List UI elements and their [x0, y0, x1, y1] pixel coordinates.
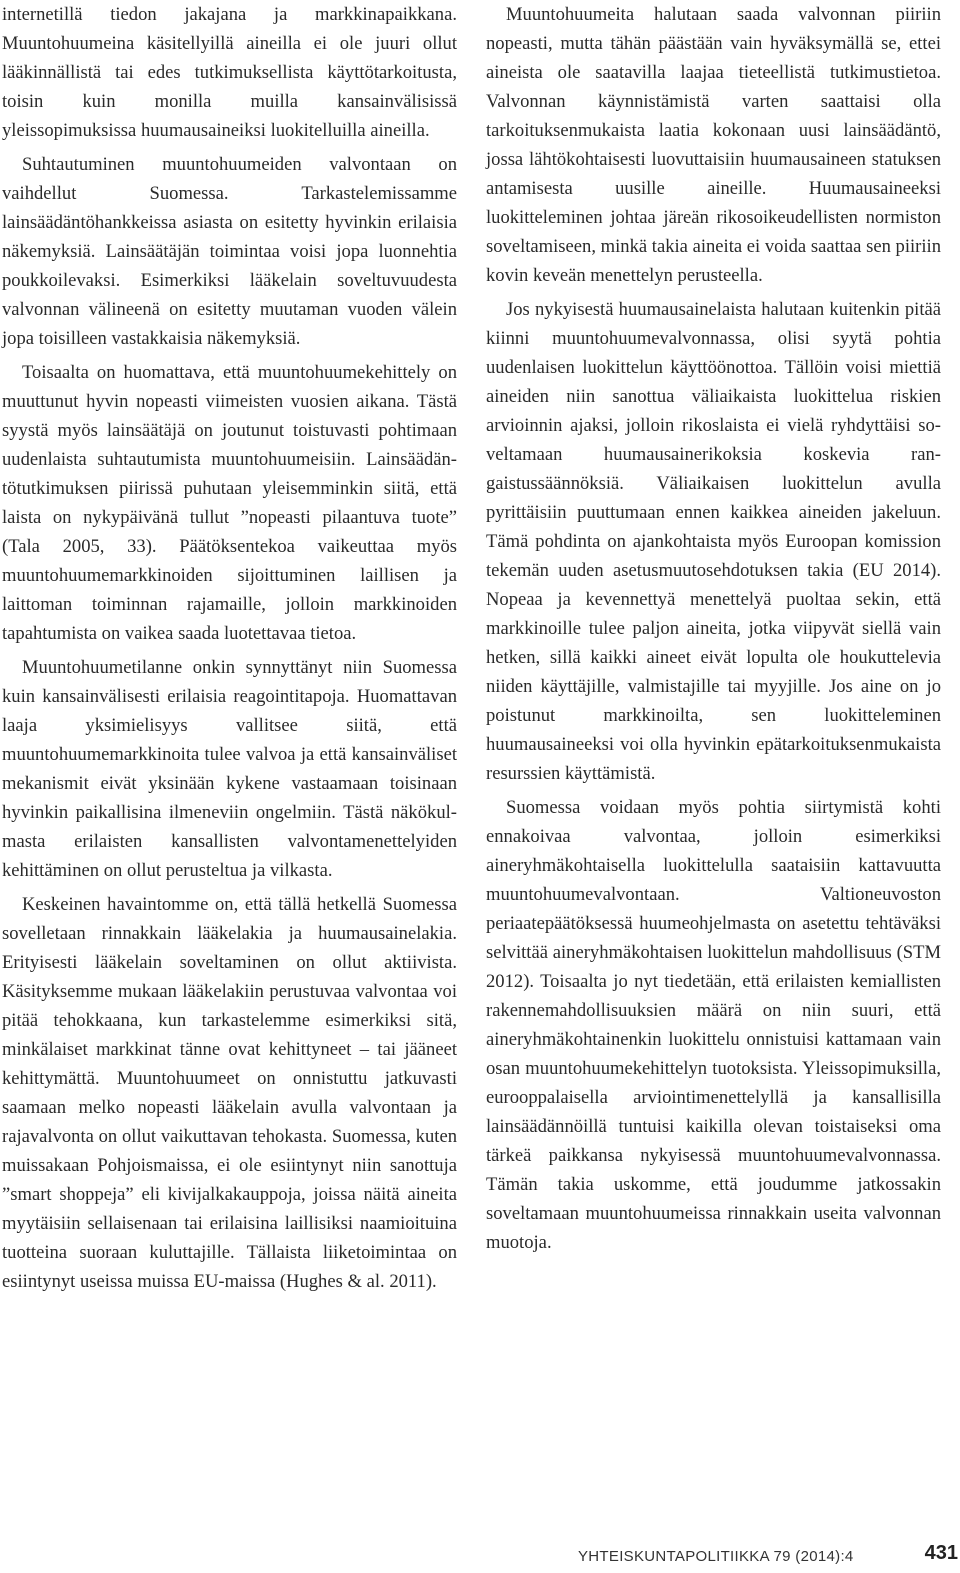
body-paragraph: Muuntohuumetilanne onkin synnyttänyt niin Suomessa kuin kansainvälisesti erilaisia reagointitapoja. Huomattavan laaja yksimielisyys vallitsee siitä, että muuntohuumemarkkinoita tulee valvoa ja että kansainväliset mekanismit eivät yksinään kykene vastaamaan toisinaan hyvinkin paikallisina ilmeneviin ongelmiin. Tästä näkökulmasta erilaisten kansallisten valvontamenettelyiden kehittäminen on ollut perusteltua ja vilkasta. — [2, 657, 457, 881]
page-footer — [578, 1540, 958, 1570]
body-paragraph: internetillä tiedon jakajana ja markkinapaikkana. Muuntohuumeina käsitellyillä aineilla ei ole juuri ollut lääkinnällistä tai edes tutkimuksellista käyttötarkoitusta, toisin kuin monilla muilla kansainvälisissä yleissopimuksissa huumausaineiksi luokitelluilla aineilla. — [2, 4, 457, 141]
right-text-column — [486, 0, 941, 1262]
left-text-column — [2, 0, 457, 1301]
body-paragraph: Muuntohuumeita halutaan saada valvonnan piiriin nopeasti, mutta tähän päästään vain hyväksymällä se, ettei aineista ole saatavilla laajaa tieteellistä tutkimustietoa. Valvonnan käynnistämistä varten saattaisi olla tarkoituksenmukaista laatia kokonaan uusi lainsäädäntö, jossa lähtökohtaisesti luovuttaisiin huumausaineen statuksen antamisesta uusille aineille. Huumausaineeksi luokitteleminen johtaa järeän rikosoikeudellisten normiston soveltamiseen, minkä takia aineita ei voida saattaa sen piiriin kovin keveän menettelyn perusteella. — [486, 4, 941, 286]
body-paragraph: Toisaalta on huomattava, että muuntohuumekehittely on muuttunut hyvin nopeasti viimeisten vuosien aikana. Tästä syystä myös lainsäätäjä on joutunut toistuvasti pohtimaan uudenlaista suhtautumista muuntohuumeisiin. Lainsäädäntötutkimuksen piirissä puhutaan yleisemminkin siitä, että laista on nykypäivänä tullut ”nopeasti pilaantuva tuote” (Tala 2005, 33). Päätöksentekoa vaikeuttaa myös muuntohuumemarkkinoiden sijoittuminen laillisen ja laittoman toiminnan rajamaille, jolloin markkinoiden tapahtumista on vaikea saada luotettavaa tietoa. — [2, 362, 457, 644]
body-paragraph: Keskeinen havaintomme on, että tällä hetkellä Suomessa sovelletaan rinnakkain lääkelakia ja huumausainelakia. Erityisesti lääkelain soveltaminen on ollut aktiivista. Käsityksemme mukaan lääkelakiin perustuvaa valvontaa voi pitää tehokkaana, kun tarkastelemme esimerkiksi sitä, minkälaiset markkinat tänne ovat kehittyneet – tai jääneet kehittymättä. Muuntohuumeet on onnistuttu jatkuvasti saamaan melko nopeasti lääkelain avulla valvontaan ja rajavalvonta on ollut vaikuttavan tehokasta. Suomessa, kuten muissakaan Pohjoismaissa, ei ole esiintynyt niin sanottuja ”smart shoppeja” eli kivijalkakauppoja, joissa näitä aineita myytäisiin sellaisenaan tai erilaisina laillisiksi naamioituina tuotteina suoraan kuluttajille. Tällaista liiketoimintaa on esiintynyt useissa muissa EU-maissa (Hughes & al. 2011). — [2, 894, 457, 1292]
body-paragraph: Suhtautuminen muuntohuumeiden valvontaan on vaihdellut Suomessa. Tarkastelemissamme lainsäädäntöhankkeissa asiasta on esitetty hyvinkin erilaisia näkemyksiä. Lainsäätäjän toimintaa voisi jopa luonnehtia poukkoilevaksi. Esimerkiksi lääkelain soveltuvuudesta valvonnan välineenä on esitetty muutaman vuoden välein jopa toisilleen vastakkaisia näkemyksiä. — [2, 154, 457, 349]
body-paragraph: Suomessa voidaan myös pohtia siirtymistä kohti ennakoivaa valvontaa, jolloin esimerkiksi aineryhmäkohtaisella luokittelulla saataisiin kattavuutta muuntohuumevalvontaan. Valtioneuvoston periaatepäätöksessä huumeohjelmasta on asetettu tehtäväksi selvittää aineryhmäkohtaisen luokittelun mahdollisuus (STM 2012). Toisaalta jo nyt tiedetään, että erilaisten kemiallisten rakennemahdollisuuksien määrä on niin suuri, että aineryhmäkohtainenkin luokittelu onnistuisi kattamaan vain osan muuntohuumekehittelyn tuotoksista. Yleissopimuksilla, eurooppalaisella arviointimenettelyllä ja kansallisilla lainsäädännöillä tuntuisi kaikilla olevan toistaiseksi oma tärkeä paikkansa nykyisessä muuntohuumevalvonnassa. Tämän takia uskomme, että joudumme jatkossakin soveltamaan muuntohuumeissa rinnakkain useita valvonnan muotoja. — [486, 797, 941, 1253]
body-paragraph: Jos nykyisestä huumausainelaista halutaan kuitenkin pitää kiinni muuntohuumevalvonnassa, olisi syytä pohtia uudenlaisen luokittelun käyttöönottoa. Tällöin voisi miettiä aineiden niin sanottua väliaikaista luokittelua riskien arvioinnin ajaksi, jolloin rikoslaista ei vielä ryhdyttäisi soveltamaan huumausainerikoksia koskevia rangaistussäännöksiä. Väliaikaisen luokittelun avulla pyrittäisiin puuttumaan ennen kaikkea aineiden jakeluun. Tämä pohdinta on ajankohtaista myös Euroopan komission tekemän uuden asetusmuutosehdotuksen takia (EU 2014). Nopeaa ja kevennettyä menettelyä puoltaa sekin, että markkinoille tulee paljon aineita, jotka viipyvät siellä vain hetken, sillä kaikki aineet eivät lopulta ole houkuttelevia niiden käyttäjille, valmistajille tai myyjille. Jos aine on jo poistunut markkinoilta, sen luokitteleminen huumausaineeksi voi olla hyvinkin epätarkoituksenmukaista resurssien käyttämistä. — [486, 299, 941, 784]
journal-name: YHTEISKUNTAPOLITIIKKA 79 (2014):4 — [578, 1548, 854, 1565]
page-number: 431 — [924, 1542, 958, 1564]
